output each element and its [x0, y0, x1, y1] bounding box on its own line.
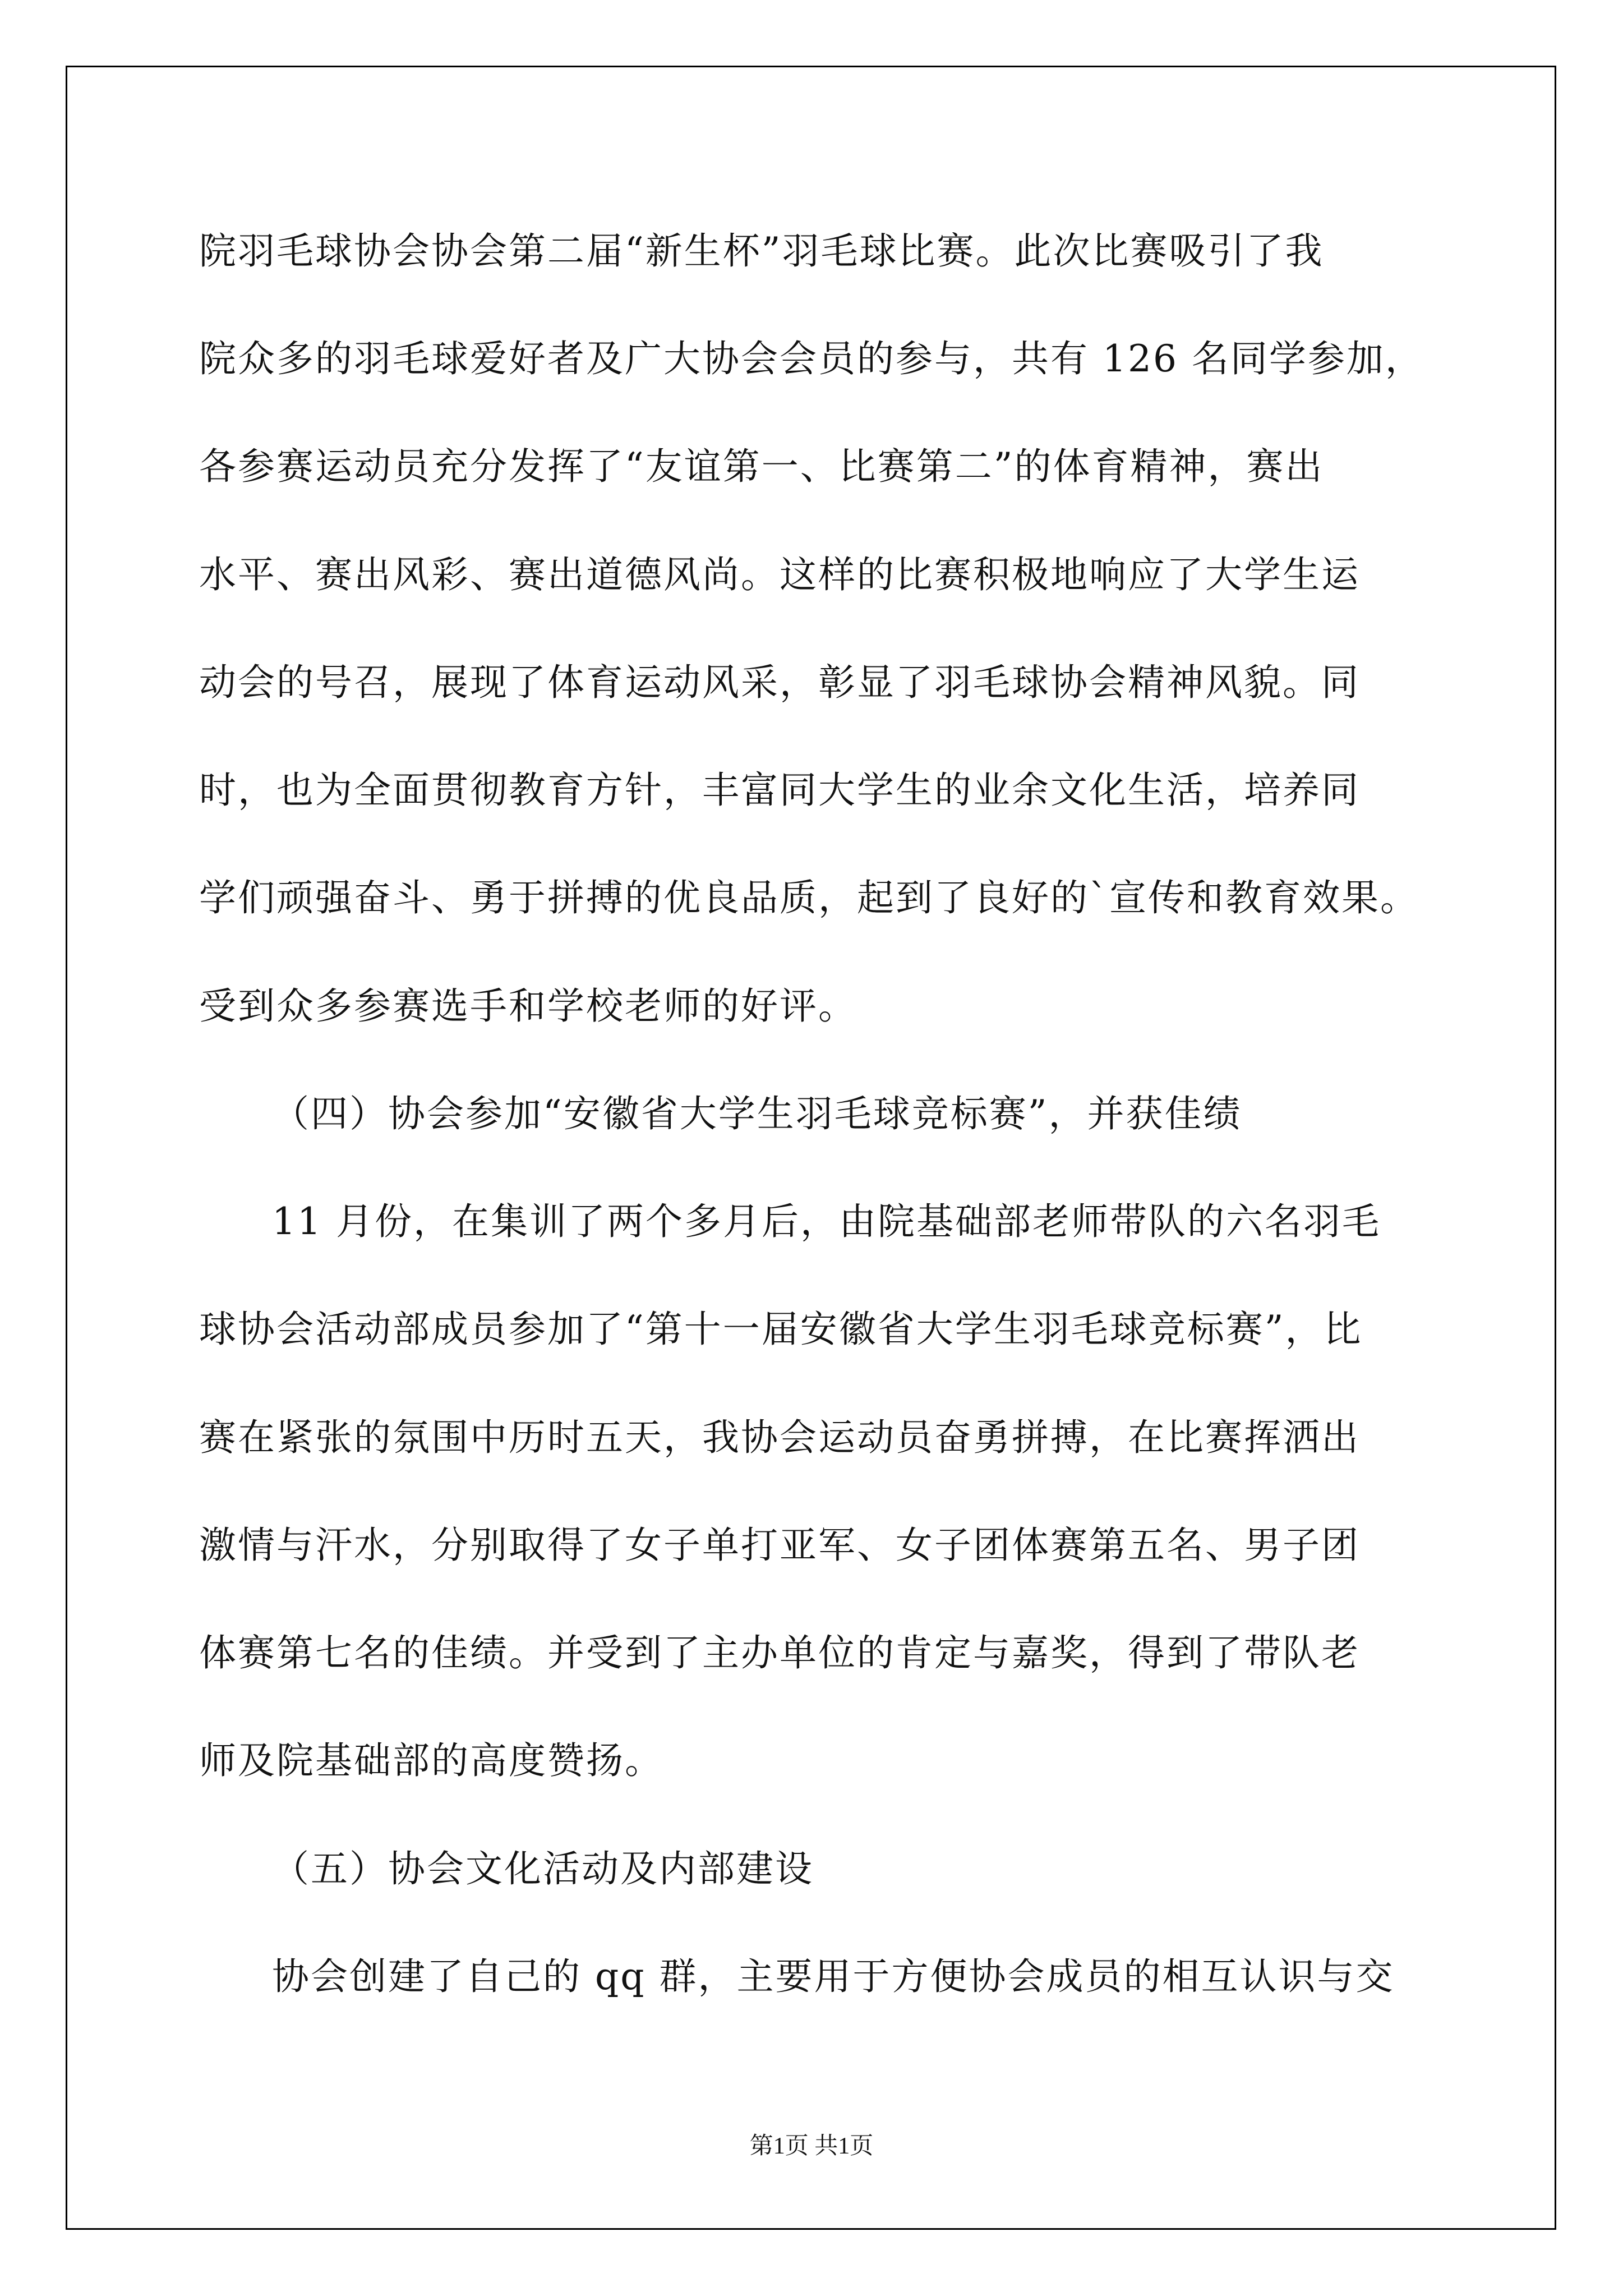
text-line: 11 月份，在集训了两个多月后，由院基础部老师带队的六名羽毛: [272, 1200, 1381, 1243]
text-line: 赛在紧张的氛围中历时五天，我协会运动员奋勇拼搏，在比赛挥洒出: [199, 1416, 1360, 1459]
text-line: 各参赛运动员充分发挥了“友谊第一、比赛第二”的体育精神，赛出: [199, 445, 1324, 488]
text-line: 院众多的羽毛球爱好者及广大协会会员的参与，共有 126 名同学参加，: [199, 337, 1424, 380]
section-heading: （五）协会文化活动及内部建设: [272, 1847, 814, 1890]
text-line: 师及院基础部的高度赞扬。: [199, 1739, 663, 1782]
text-line: 水平、赛出风彩、赛出道德风尚。这样的比赛积极地响应了大学生运: [199, 553, 1360, 596]
text-line: 院羽毛球协会协会第二届“新生杯”羽毛球比赛。此次比赛吸引了我: [199, 229, 1324, 273]
text-line: 学们顽强奋斗、勇于拼搏的优良品质，起到了良好的`宣传和教育效果。: [199, 876, 1419, 919]
text-line: 体赛第七名的佳绩。并受到了主办单位的肯定与嘉奖，得到了带队老: [199, 1631, 1360, 1674]
text-line: 动会的号召，展现了体育运动风采，彰显了羽毛球协会精神风貌。同: [199, 661, 1360, 704]
text-line: 时，也为全面贯彻教育方针，丰富同大学生的业余文化生活，培养同: [199, 769, 1360, 812]
text-line: 受到众多参赛选手和学校老师的好评。: [199, 984, 857, 1028]
page-border: [66, 66, 1556, 2230]
page-number-footer: 第1页 共1页: [749, 2133, 874, 2159]
text-line: 协会创建了自己的 qq 群，主要用于方便协会成员的相互认识与交: [272, 1955, 1395, 1998]
text-line: 球协会活动部成员参加了“第十一届安徽省大学生羽毛球竞标赛”，比: [199, 1308, 1363, 1351]
text-line: 激情与汗水，分别取得了女子单打亚军、女子团体赛第五名、男子团: [199, 1524, 1360, 1567]
section-heading: （四）协会参加“安徽省大学生羽毛球竞标赛”，并获佳绩: [272, 1092, 1242, 1135]
